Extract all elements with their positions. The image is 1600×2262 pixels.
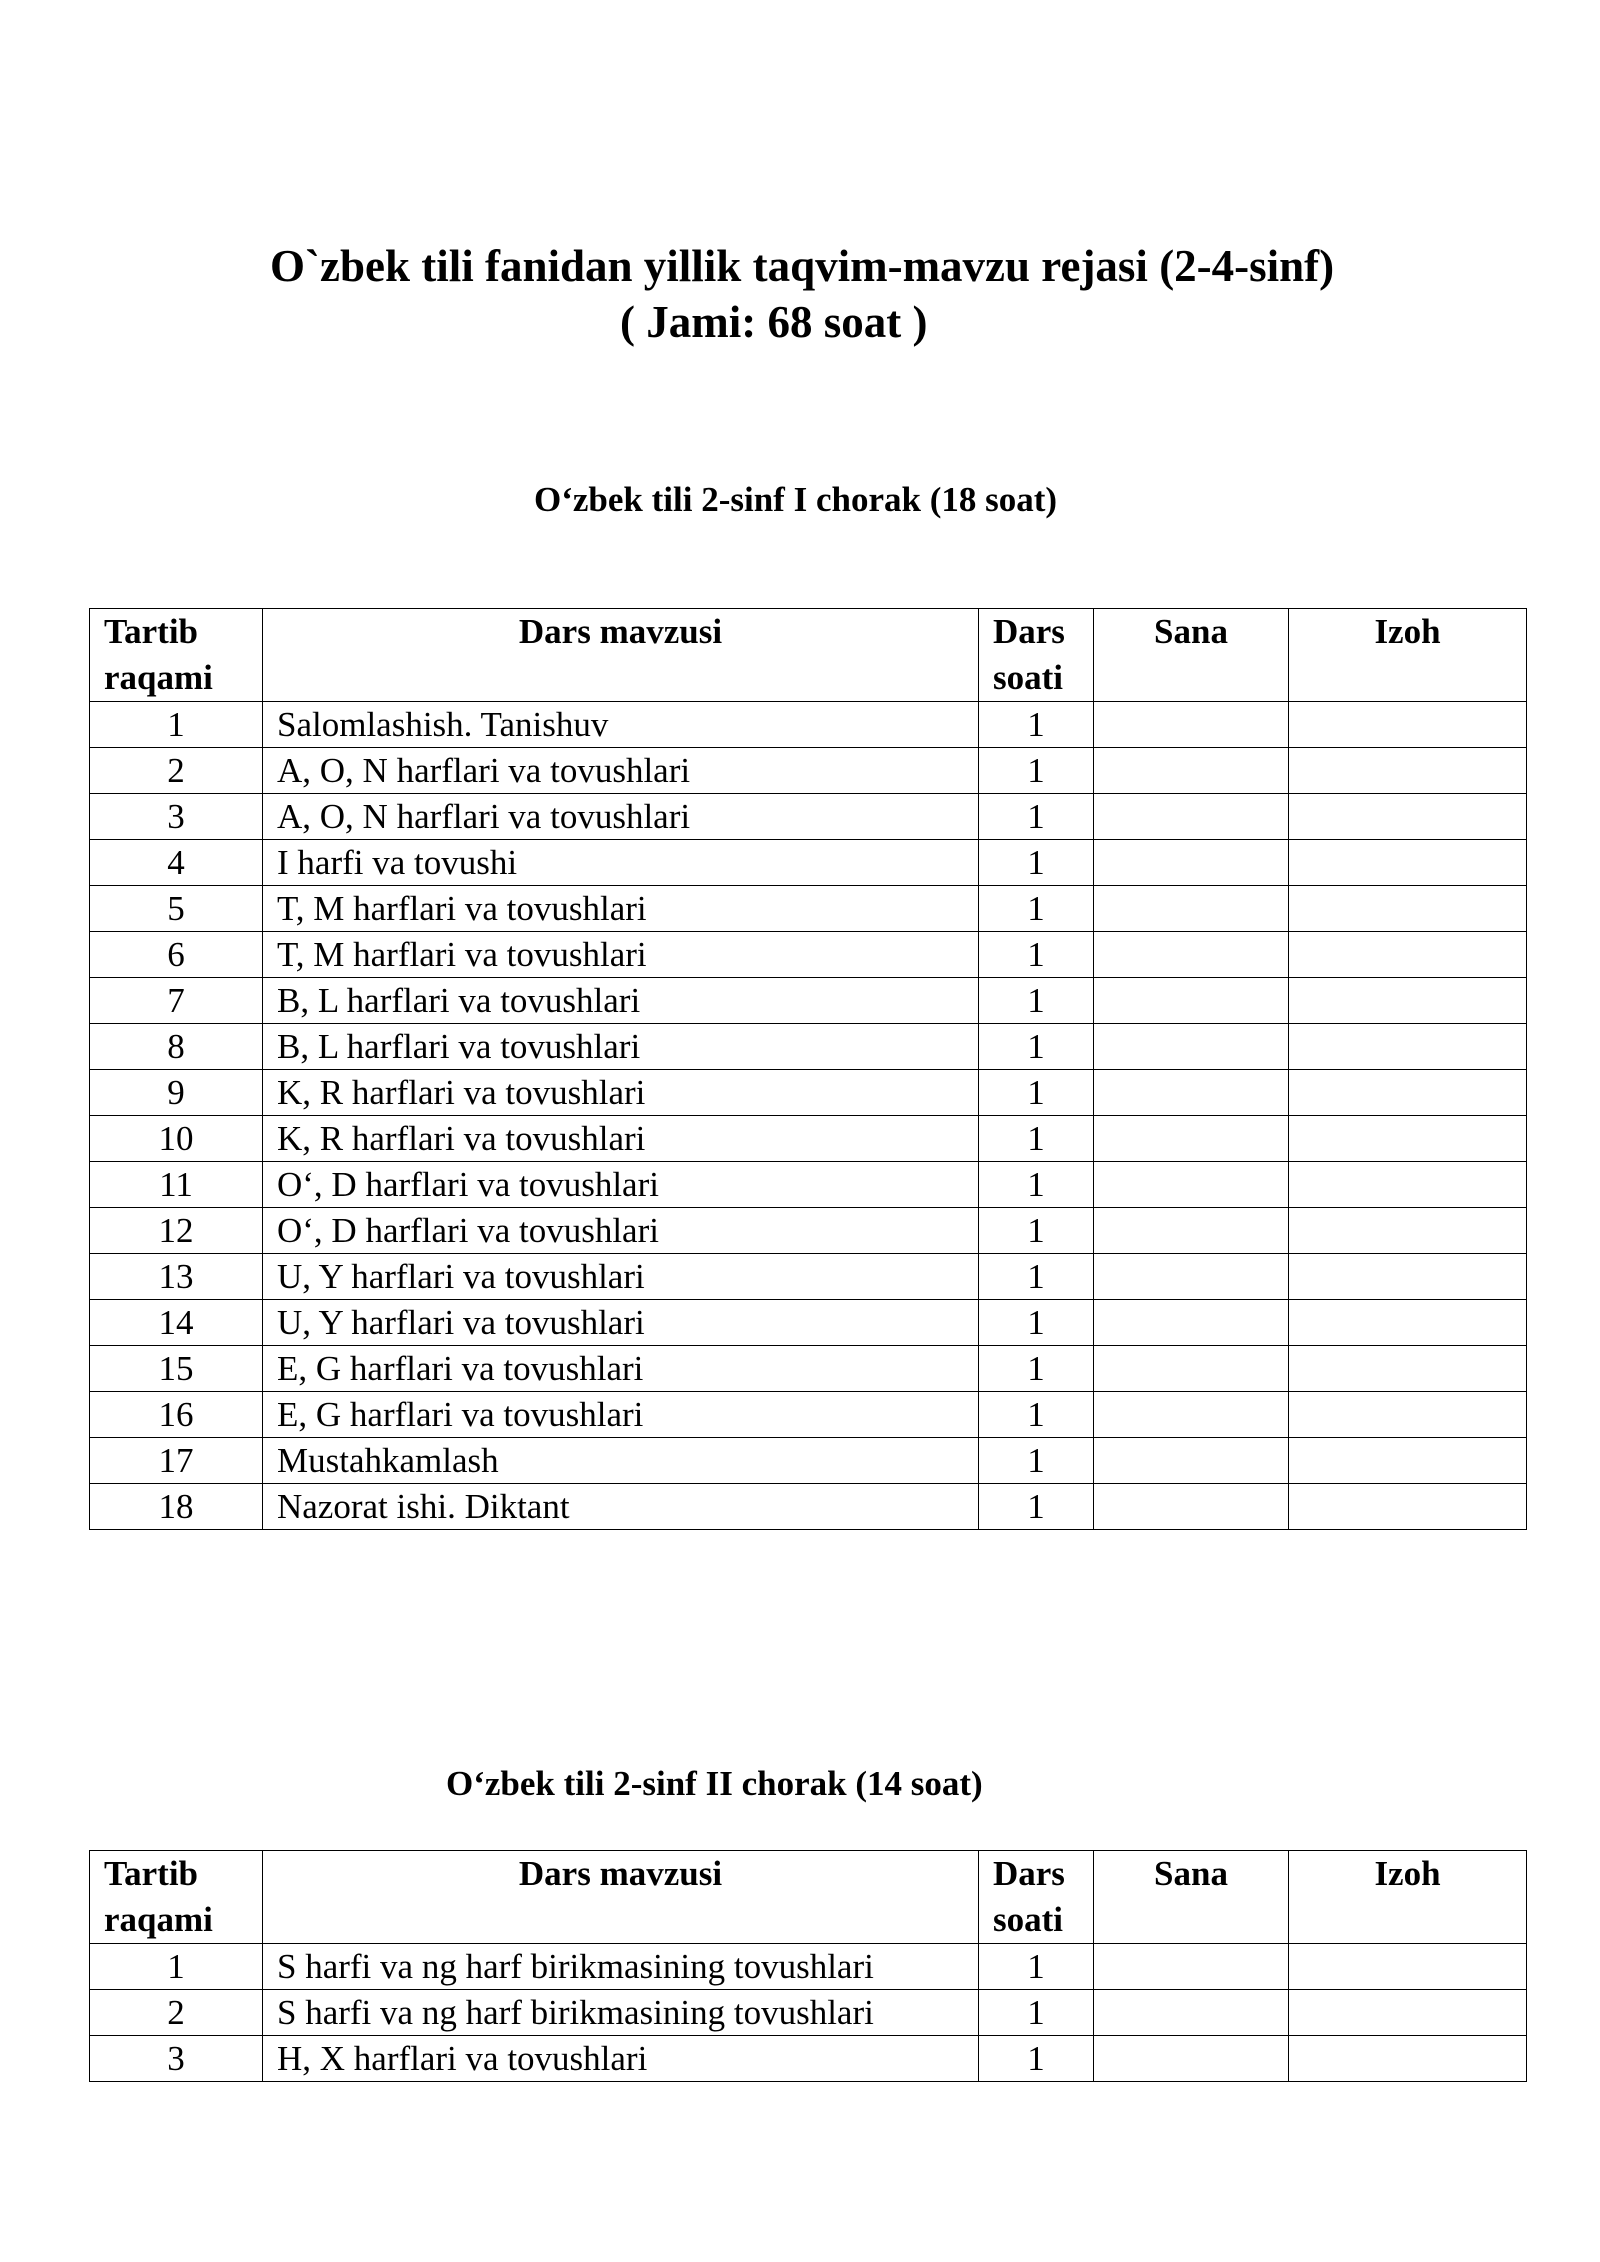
row-number-cell: 9: [90, 1070, 263, 1116]
row-hours-cell: 1: [979, 1024, 1094, 1070]
row-hours-cell: 1: [979, 1254, 1094, 1300]
row-date-cell: [1094, 840, 1289, 886]
row-number-cell: 10: [90, 1116, 263, 1162]
row-hours-cell: 1: [979, 1208, 1094, 1254]
row-note-cell: [1289, 1300, 1527, 1346]
row-topic-cell: E, G harflari va tovushlari: [263, 1392, 979, 1438]
row-hours-cell: 1: [979, 1944, 1094, 1990]
row-number-cell: 8: [90, 1024, 263, 1070]
row-topic-cell: K, R harflari va tovushlari: [263, 1070, 979, 1116]
row-date-cell: [1094, 1116, 1289, 1162]
row-hours-cell: 1: [979, 794, 1094, 840]
table-row: [90, 1346, 1527, 1392]
row-number-cell: 12: [90, 1208, 263, 1254]
row-date-cell: [1094, 2036, 1289, 2082]
row-number-cell: 1: [90, 1944, 263, 1990]
table-header-row: [90, 609, 1527, 702]
row-date-cell: [1094, 1162, 1289, 1208]
row-topic-cell: U, Y harflari va tovushlari: [263, 1300, 979, 1346]
row-hours-cell: 1: [979, 1392, 1094, 1438]
table-row: [90, 1990, 1527, 2036]
row-note-cell: [1289, 1208, 1527, 1254]
table-body: [90, 1944, 1527, 2082]
table-row: [90, 1392, 1527, 1438]
header-note: Izoh: [1289, 1851, 1527, 1944]
row-topic-cell: O‘, D harflari va tovushlari: [263, 1208, 979, 1254]
row-note-cell: [1289, 1346, 1527, 1392]
header-date: Sana: [1094, 609, 1289, 702]
row-date-cell: [1094, 1438, 1289, 1484]
row-date-cell: [1094, 932, 1289, 978]
row-number-cell: 2: [90, 748, 263, 794]
table-row: [90, 1944, 1527, 1990]
row-note-cell: [1289, 1254, 1527, 1300]
row-date-cell: [1094, 1024, 1289, 1070]
row-hours-cell: 1: [979, 748, 1094, 794]
header-topic: Dars mavzusi: [263, 1851, 979, 1944]
row-hours-cell: 1: [979, 886, 1094, 932]
row-topic-cell: Salomlashish. Tanishuv: [263, 702, 979, 748]
table-row: [90, 2036, 1527, 2082]
row-note-cell: [1289, 978, 1527, 1024]
header-order: Tartib raqami: [90, 1851, 263, 1944]
row-number-cell: 3: [90, 794, 263, 840]
row-hours-cell: 1: [979, 840, 1094, 886]
row-date-cell: [1094, 1944, 1289, 1990]
row-date-cell: [1094, 1392, 1289, 1438]
row-topic-cell: Mustahkamlash: [263, 1438, 979, 1484]
header-note: Izoh: [1289, 609, 1527, 702]
row-date-cell: [1094, 794, 1289, 840]
row-hours-cell: 1: [979, 2036, 1094, 2082]
table-row: [90, 1254, 1527, 1300]
row-topic-cell: K, R harflari va tovushlari: [263, 1116, 979, 1162]
table-row: [90, 748, 1527, 794]
row-number-cell: 15: [90, 1346, 263, 1392]
table-row: [90, 1070, 1527, 1116]
row-topic-cell: S harfi va ng harf birikmasining tovushlari: [263, 1944, 979, 1990]
row-topic-cell: A, O, N harflari va tovushlari: [263, 794, 979, 840]
row-hours-cell: 1: [979, 1990, 1094, 2036]
row-note-cell: [1289, 1438, 1527, 1484]
row-note-cell: [1289, 2036, 1527, 2082]
row-number-cell: 18: [90, 1484, 263, 1530]
table-row: [90, 932, 1527, 978]
row-note-cell: [1289, 1162, 1527, 1208]
row-date-cell: [1094, 748, 1289, 794]
table-row: [90, 1116, 1527, 1162]
row-topic-cell: O‘, D harflari va tovushlari: [263, 1162, 979, 1208]
table-row: [90, 1438, 1527, 1484]
table-row: [90, 978, 1527, 1024]
row-note-cell: [1289, 1070, 1527, 1116]
table-row: [90, 1208, 1527, 1254]
row-hours-cell: 1: [979, 1162, 1094, 1208]
table-row: [90, 794, 1527, 840]
row-number-cell: 1: [90, 702, 263, 748]
row-number-cell: 3: [90, 2036, 263, 2082]
row-note-cell: [1289, 1116, 1527, 1162]
row-note-cell: [1289, 840, 1527, 886]
section-heading-quarter-2: O‘zbek tili 2-sinf II chorak (14 soat): [446, 1764, 983, 1803]
table-row: [90, 1024, 1527, 1070]
header-topic: Dars mavzusi: [263, 609, 979, 702]
row-topic-cell: U, Y harflari va tovushlari: [263, 1254, 979, 1300]
row-hours-cell: 1: [979, 1116, 1094, 1162]
row-topic-cell: H, X harflari va tovushlari: [263, 2036, 979, 2082]
row-note-cell: [1289, 794, 1527, 840]
table-row: [90, 1484, 1527, 1530]
row-hours-cell: 1: [979, 702, 1094, 748]
header-hours: Dars soati: [979, 1851, 1094, 1944]
row-note-cell: [1289, 886, 1527, 932]
row-date-cell: [1094, 1990, 1289, 2036]
row-date-cell: [1094, 1346, 1289, 1392]
table-row: [90, 840, 1527, 886]
row-hours-cell: 1: [979, 932, 1094, 978]
row-topic-cell: B, L harflari va tovushlari: [263, 978, 979, 1024]
lesson-plan-table-quarter-1: [89, 608, 1527, 1530]
row-date-cell: [1094, 702, 1289, 748]
row-number-cell: 17: [90, 1438, 263, 1484]
row-number-cell: 13: [90, 1254, 263, 1300]
document-subtitle: ( Jami: 68 soat ): [620, 297, 928, 347]
row-topic-cell: T, M harflari va tovushlari: [263, 886, 979, 932]
row-hours-cell: 1: [979, 1438, 1094, 1484]
row-number-cell: 5: [90, 886, 263, 932]
row-number-cell: 16: [90, 1392, 263, 1438]
row-date-cell: [1094, 1254, 1289, 1300]
row-hours-cell: 1: [979, 1070, 1094, 1116]
row-note-cell: [1289, 1024, 1527, 1070]
row-note-cell: [1289, 748, 1527, 794]
row-hours-cell: 1: [979, 1484, 1094, 1530]
row-note-cell: [1289, 1990, 1527, 2036]
row-note-cell: [1289, 702, 1527, 748]
row-note-cell: [1289, 1392, 1527, 1438]
row-note-cell: [1289, 1944, 1527, 1990]
section-heading-quarter-1: O‘zbek tili 2-sinf I chorak (18 soat): [534, 480, 1058, 519]
row-number-cell: 7: [90, 978, 263, 1024]
row-date-cell: [1094, 978, 1289, 1024]
lesson-plan-table-quarter-2: [89, 1850, 1527, 2082]
header-hours: Dars soati: [979, 609, 1094, 702]
row-number-cell: 4: [90, 840, 263, 886]
row-topic-cell: S harfi va ng harf birikmasining tovushlari: [263, 1990, 979, 2036]
table-row: [90, 702, 1527, 748]
row-hours-cell: 1: [979, 978, 1094, 1024]
header-date: Sana: [1094, 1851, 1289, 1944]
row-topic-cell: I harfi va tovushi: [263, 840, 979, 886]
table-row: [90, 1162, 1527, 1208]
row-topic-cell: A, O, N harflari va tovushlari: [263, 748, 979, 794]
header-order: Tartib raqami: [90, 609, 263, 702]
row-note-cell: [1289, 932, 1527, 978]
row-date-cell: [1094, 1300, 1289, 1346]
row-number-cell: 11: [90, 1162, 263, 1208]
row-note-cell: [1289, 1484, 1527, 1530]
table-row: [90, 1300, 1527, 1346]
row-hours-cell: 1: [979, 1346, 1094, 1392]
row-date-cell: [1094, 1484, 1289, 1530]
row-topic-cell: B, L harflari va tovushlari: [263, 1024, 979, 1070]
row-topic-cell: E, G harflari va tovushlari: [263, 1346, 979, 1392]
row-date-cell: [1094, 886, 1289, 932]
row-number-cell: 6: [90, 932, 263, 978]
row-number-cell: 14: [90, 1300, 263, 1346]
row-topic-cell: T, M harflari va tovushlari: [263, 932, 979, 978]
row-date-cell: [1094, 1070, 1289, 1116]
table-body: [90, 702, 1527, 1530]
document-title: O`zbek tili fanidan yillik taqvim-mavzu rejasi (2-4-sinf): [270, 241, 1335, 291]
table-row: [90, 886, 1527, 932]
row-number-cell: 2: [90, 1990, 263, 2036]
row-topic-cell: Nazorat ishi. Diktant: [263, 1484, 979, 1530]
row-date-cell: [1094, 1208, 1289, 1254]
row-hours-cell: 1: [979, 1300, 1094, 1346]
table-header-row: [90, 1851, 1527, 1944]
